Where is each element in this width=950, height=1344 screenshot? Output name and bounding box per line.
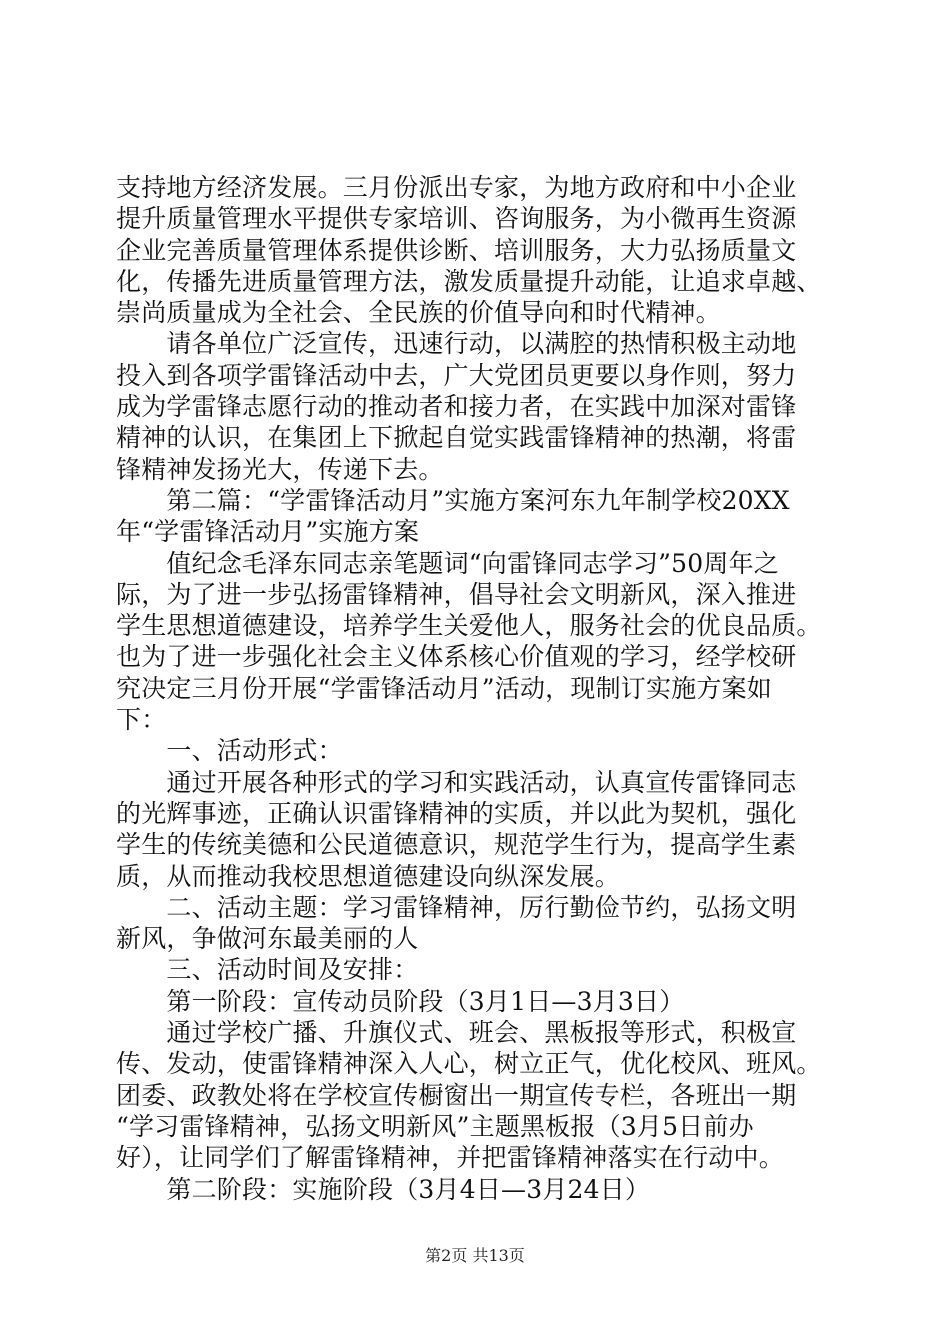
- text-line: 传、发动，使雷锋精神深入人心，树立正气，优化校风、班风。: [116, 1049, 822, 1079]
- text-line: 投入到各项学雷锋活动中去，广大党团员更要以身作则，努力: [116, 360, 797, 390]
- text-line: 新风，争做河东最美丽的人: [116, 924, 419, 954]
- text-line: 通过开展各种形式的学习和实践活动，认真宣传雷锋同志: [116, 767, 797, 797]
- text-line: 际，为了进一步弘扬雷锋精神，倡导社会文明新风，深入推进: [116, 579, 797, 609]
- text-line: 学生的传统美德和公民道德意识，规范学生行为，提高学生素: [116, 830, 797, 860]
- text-line: 企业完善质量管理体系提供诊断、培训服务，大力弘扬质量文: [116, 235, 797, 265]
- text-line: 通过学校广播、升旗仪式、班会、黑板报等形式，积极宣: [116, 1018, 797, 1048]
- text-line: 下：: [116, 705, 167, 735]
- text-line: 年“学雷锋活动月”实施方案: [116, 517, 420, 547]
- text-line: 崇尚质量成为全社会、全民族的价值导向和时代精神。: [116, 298, 721, 328]
- text-line: 学生思想道德建设，培养学生关爱他人，服务社会的优良品质。: [116, 611, 822, 641]
- text-line: 第一阶段：宣传动员阶段（3月1日—3月3日）: [116, 986, 685, 1016]
- text-line: 锋精神发扬光大，传递下去。: [116, 454, 444, 484]
- document-body: [116, 172, 846, 1205]
- text-line: 究决定三月份开展“学雷锋活动月”活动，现制订实施方案如: [116, 673, 772, 703]
- text-line: 精神的认识，在集团上下掀起自觉实践雷锋精神的热潮，将雷: [116, 423, 797, 453]
- text-line: 的光辉事迹，正确认识雷锋精神的实质，并以此为契机，强化: [116, 798, 797, 828]
- text-line: 二、活动主题：学习雷锋精神，厉行勤俭节约，弘扬文明: [116, 892, 797, 922]
- text-line: 三、活动时间及安排：: [116, 955, 419, 985]
- text-line: 第二篇：“学雷锋活动月”实施方案河东九年制学校20XX: [116, 485, 790, 515]
- text-line: 成为学雷锋志愿行动的推动者和接力者，在实践中加深对雷锋: [116, 392, 797, 422]
- text-line: 请各单位广泛宣传，迅速行动，以满腔的热情积极主动地: [116, 329, 797, 359]
- text-line: 一、活动形式：: [116, 736, 343, 766]
- text-line: 好），让同学们了解雷锋精神，并把雷锋精神落实在行动中。: [116, 1143, 784, 1173]
- text-line: “学习雷锋精神，弘扬文明新风”主题黑板报（3月5日前办: [116, 1111, 754, 1141]
- text-line: 第二阶段：实施阶段（3月4日—3月24日）: [116, 1174, 651, 1204]
- text-line: 提升质量管理水平提供专家培训、咨询服务，为小微再生资源: [116, 204, 797, 234]
- text-line: 质，从而推动我校思想道德建设向纵深发展。: [116, 861, 621, 891]
- text-line: 化，传播先进质量管理方法，激发质量提升动能，让追求卓越、: [116, 266, 822, 296]
- text-line: 值纪念毛泽东同志亲笔题词“向雷锋同志学习”50周年之: [116, 548, 779, 578]
- text-line: 团委、政教处将在学校宣传橱窗出一期宣传专栏，各班出一期: [116, 1080, 797, 1110]
- page-footer: 第2页 共13页: [425, 1246, 525, 1265]
- text-line: 也为了进一步强化社会主义体系核心价值观的学习，经学校研: [116, 642, 797, 672]
- text-line: 支持地方经济发展。三月份派出专家，为地方政府和中小企业: [116, 173, 797, 202]
